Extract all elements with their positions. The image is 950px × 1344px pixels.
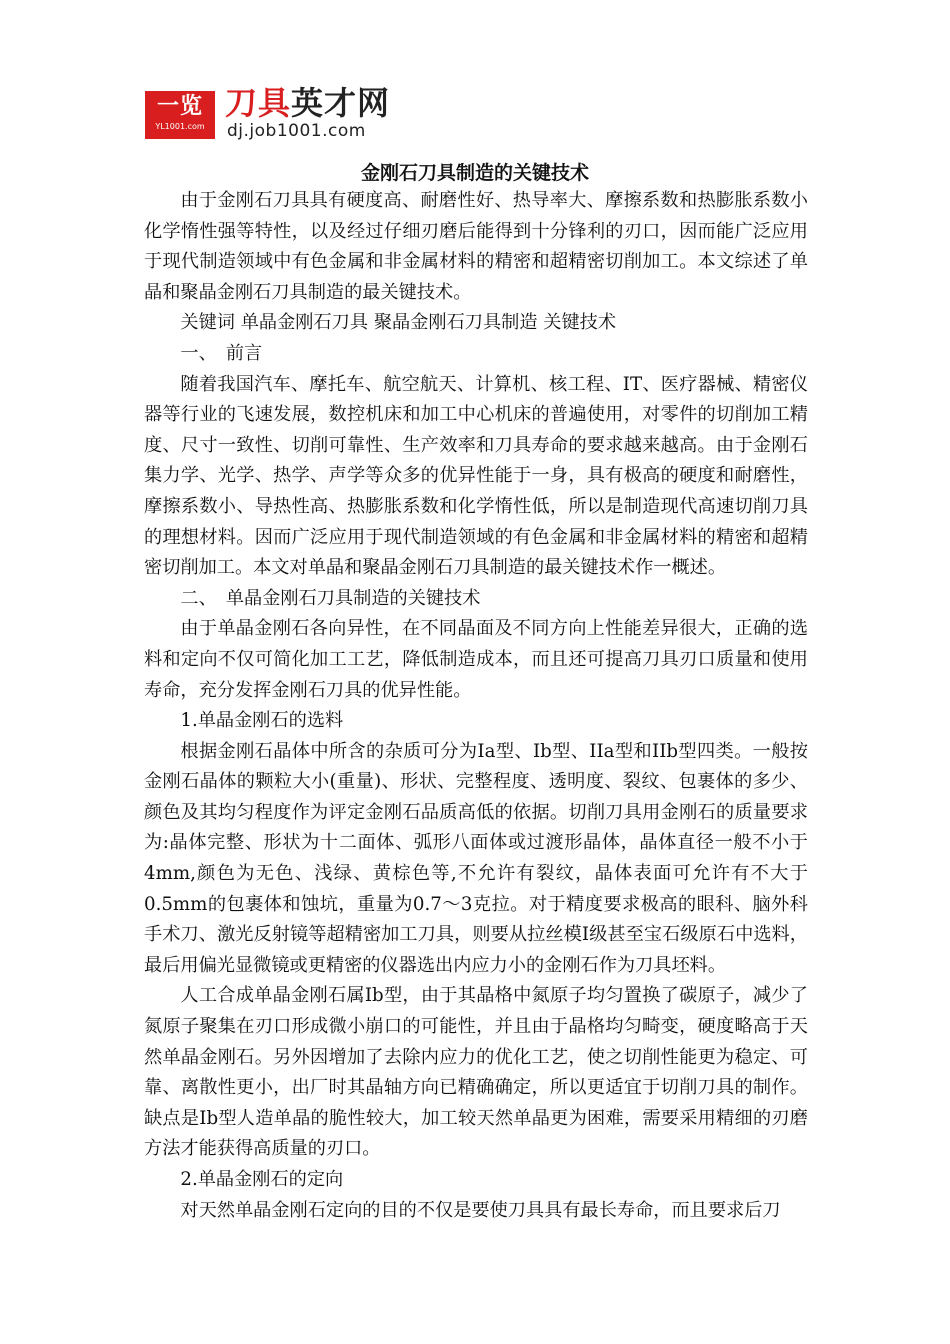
paragraph-intro: 随着我国汽车、摩托车、航空航天、计算机、核工程、IT、医疗器械、精密仪器等行业的飞速发展，数控机床和加工中心机床的普遍使用，对零件的切削加工精度、尺寸一致性、切削可靠性、生产效率和刀具寿命的要求越来越高。由于金刚石集力学、光学、热学、声学等众多的优异性能于一身，具有极高的硬度和耐磨性，摩擦系数小、导热性高、热膨胀系数和化学惰性低，所以是制造现代高速切削刀具的理想材料。因而广泛应用于现代制造领域的有色金属和非金属材料的精密和超精密切削加工。本文对单晶和聚晶金刚石刀具制造的最关键技术作一概述。 (144, 373, 808, 579)
document-body (144, 186, 808, 1226)
logo-title-part2: 英才网 (291, 84, 391, 122)
paragraph-abstract: 由于金刚石刀具具有硬度高、耐磨性好、热导率大、摩擦系数和热膨胀系数小化学惰性强等特性，以及经过仔细刃磨后能得到十分锋利的刃口，因而能广泛应用于现代制造领域中有色金属和非金属材料的精密和超精密切削加工。本文综述了单晶和聚晶金刚石刀具制造的最关键技术。 (144, 190, 808, 303)
logo-badge (145, 91, 215, 139)
logo-badge-main: 一览 (156, 94, 203, 119)
paragraph-selection: 根据金刚石晶体中所含的杂质可分为Ia型、Ib型、IIa型和IIb型四类。一般按金刚石晶体的颗粒大小(重量)、形状、完整程度、透明度、裂纹、包裹体的多少、颜色及其均匀程度作为评定金刚石品质高低的依据。切削刀具用金刚石的质量要求为:晶体完整、形状为十二面体、弧形八面体或过渡形晶体，晶体直径一般不小于4mm,颜色为无色、浅绿、黄棕色等,不允许有裂纹，晶体表面可允许有不大于0.5mm的包裹体和蚀坑，重量为0.7～3克拉。对于精度要求极高的眼科、脑外科手术刀、激光反射镜等超精密加工刀具，则要从拉丝模Ⅰ级甚至宝石级原石中选料，最后用偏光显微镜或更精密的仪器选出内应力小的金刚石作为刀具坯料。 (144, 740, 808, 976)
subsection-heading-2: 2.单晶金刚石的定向 (180, 1169, 344, 1190)
logo-title-part1: 刀具 (225, 84, 292, 122)
logo-title (225, 85, 390, 121)
paragraph-section-2: 由于单晶金刚石各向异性，在不同晶面及不同方向上性能差异很大，正确的选料和定向不仅可简化加工工艺，降低制造成本，而且还可提高刀具刃口质量和使用寿命，充分发挥金刚石刀具的优异性能。 (144, 618, 808, 701)
section-heading-2: 二、 单晶金刚石刀具制造的关键技术 (180, 587, 481, 609)
logo-url: dj.job1001.com (227, 121, 366, 141)
paragraph-orientation: 对天然单晶金刚石定向的目的不仅是要使刀具具有最长寿命，而且要求后刀 (180, 1199, 781, 1221)
section-heading-1: 一、 前言 (180, 342, 263, 364)
paragraph-keywords: 关键词 单晶金刚石刀具 聚晶金刚石刀具制造 关键技术 (180, 312, 617, 334)
document-title: 金刚石刀具制造的关键技术 (360, 162, 589, 184)
site-logo[interactable] (145, 85, 405, 143)
paragraph-synthetic: 人工合成单晶金刚石属Ib型，由于其晶格中氮原子均匀置换了碳原子，减少了氮原子聚集在刃口形成微小崩口的可能性，并且由于晶格均匀畸变，硬度略高于天然单晶金刚石。另外因增加了去除内应力的优化工艺，使之切削性能更为稳定、可靠、离散性更小，出厂时其晶轴方向已精确确定，所以更适宜于切削刀具的制作。缺点是Ib型人造单晶的脆性较大，加工较天然单晶更为困难，需要采用精细的刃磨方法才能获得高质量的刃口。 (144, 985, 808, 1160)
subsection-heading-1: 1.单晶金刚石的选料 (180, 710, 344, 732)
logo-badge-sub: YL1001.com (155, 122, 205, 131)
